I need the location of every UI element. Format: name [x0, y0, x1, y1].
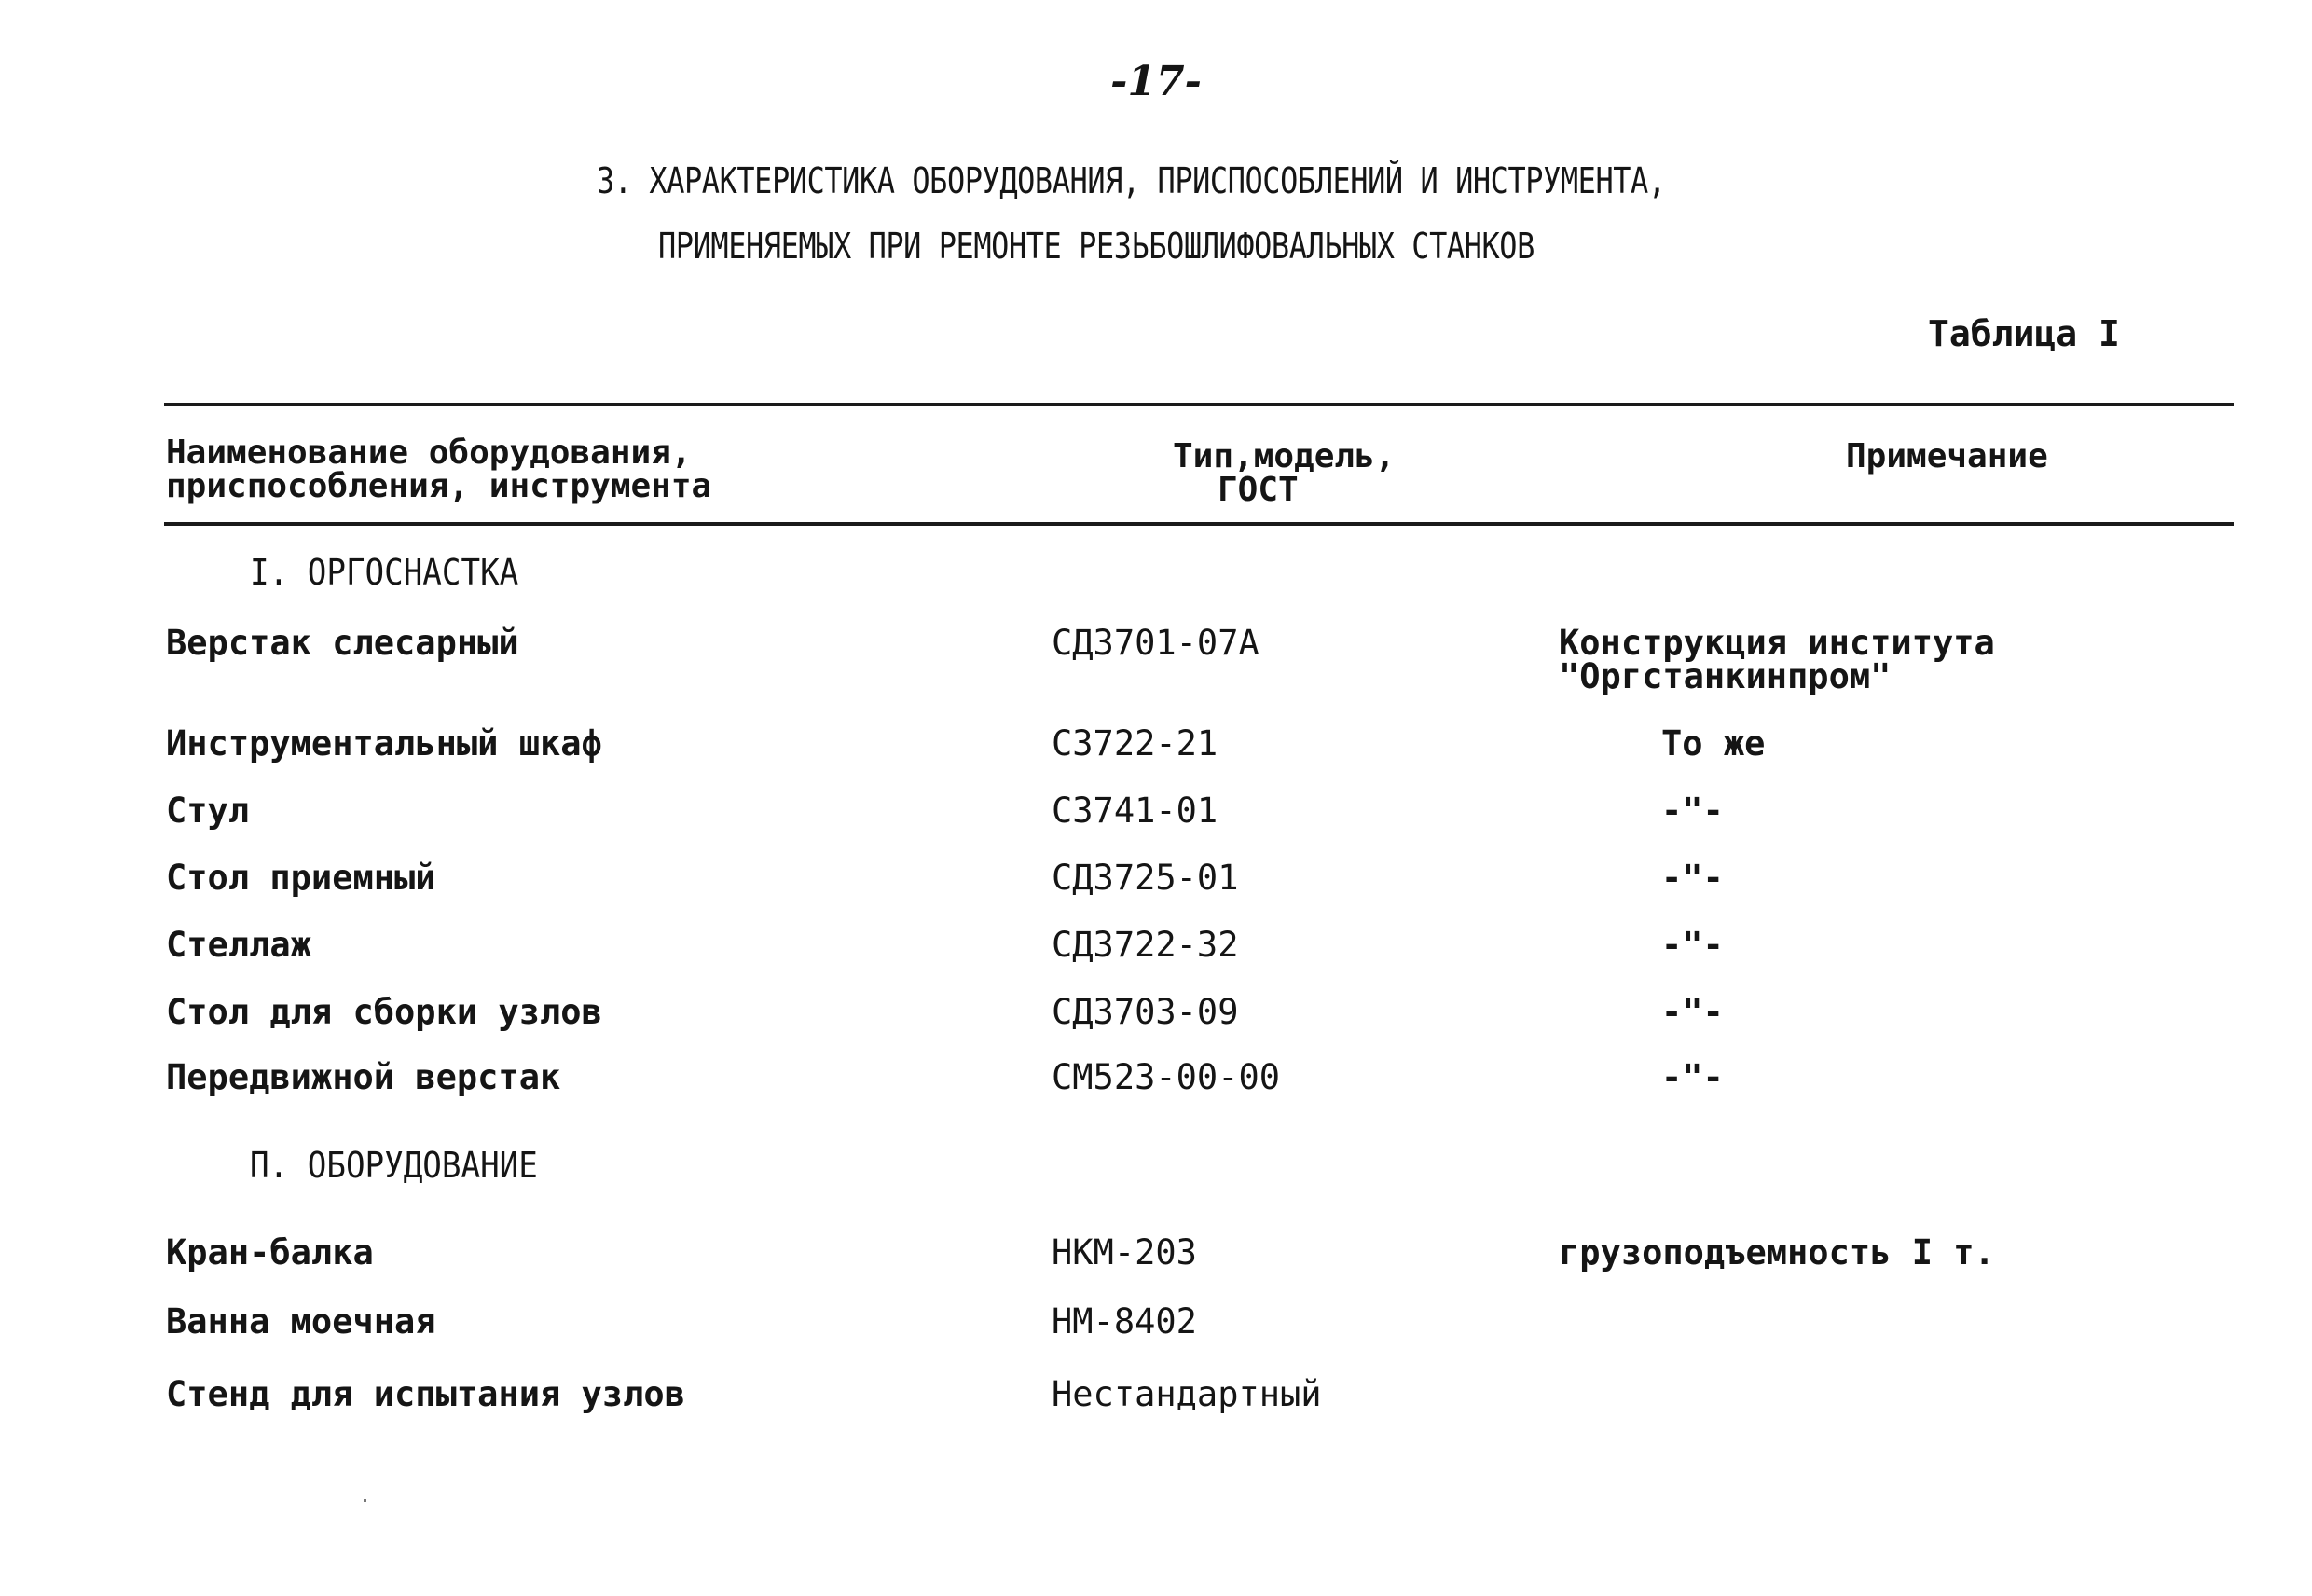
row-model: С3741-01 — [1052, 791, 1218, 831]
row-note: Конструкция института "Оргстанкинпром" — [1559, 623, 1995, 696]
page-number: -17- — [1110, 58, 1202, 105]
column-header-note: Примечание — [1846, 437, 2048, 475]
row-name: Стенд для испытания узлов — [166, 1374, 685, 1414]
row-model: СД3725-01 — [1052, 858, 1239, 898]
row-model: С3722-21 — [1052, 723, 1218, 764]
row-model: НКМ-203 — [1052, 1232, 1197, 1273]
row-name: Стеллаж — [166, 925, 311, 965]
table-label: Таблица I — [1928, 313, 2120, 354]
row-note: грузоподъемность I т. — [1559, 1232, 1995, 1273]
row-model: СД3703-09 — [1052, 992, 1239, 1032]
row-model: Нестандартный — [1052, 1374, 1322, 1414]
table-top-rule — [164, 403, 2234, 406]
row-name: Кран-балка — [166, 1232, 374, 1273]
row-name: Стол приемный — [166, 858, 436, 898]
row-name: Передвижной верстак — [166, 1057, 561, 1097]
row-note: -"- — [1661, 791, 1724, 831]
table-header-rule — [164, 522, 2234, 526]
column-header-type — [1173, 437, 1490, 509]
row-note: -"- — [1661, 992, 1724, 1032]
row-note: То же — [1661, 723, 1766, 764]
column-header-type-line-1: Тип,модель, — [1173, 437, 1396, 475]
row-name: Стол для сборки узлов — [166, 992, 602, 1032]
section-title-line-1: 3. ХАРАКТЕРИСТИКА ОБОРУДОВАНИЯ, ПРИСПОСОБЛЕНИЙ И ИНСТРУМЕНТА, — [597, 160, 1666, 201]
row-name: Верстак слесарный — [166, 623, 519, 663]
row-model: СД3701-07А — [1052, 623, 1259, 663]
row-name: Ванна моечная — [166, 1301, 436, 1341]
column-header-name — [166, 433, 1005, 505]
scan-speck — [364, 1499, 366, 1502]
section-title-line-2: ПРИМЕНЯЕМЫХ ПРИ РЕМОНТЕ РЕЗЬБОШЛИФОВАЛЬНЫХ СТАНКОВ — [658, 226, 1534, 267]
section-heading: П. ОБОРУДОВАНИЕ — [250, 1145, 538, 1186]
row-name: Стул — [166, 791, 250, 831]
row-model: СМ523-00-00 — [1052, 1057, 1281, 1097]
row-model: СД3722-32 — [1052, 925, 1239, 965]
row-model: НМ-8402 — [1052, 1301, 1197, 1341]
row-note: -"- — [1661, 858, 1724, 898]
row-note: -"- — [1661, 925, 1724, 965]
column-header-type-line-2: ГОСТ — [1218, 471, 1299, 509]
row-name: Инструментальный шкаф — [166, 723, 602, 764]
section-heading: I. ОРГОСНАСТКА — [250, 552, 519, 593]
column-header-name-line-2: приспособления, инструмента — [166, 467, 712, 505]
column-header-name-line-1: Наименование оборудования, — [166, 433, 692, 472]
row-note: -"- — [1661, 1057, 1724, 1097]
